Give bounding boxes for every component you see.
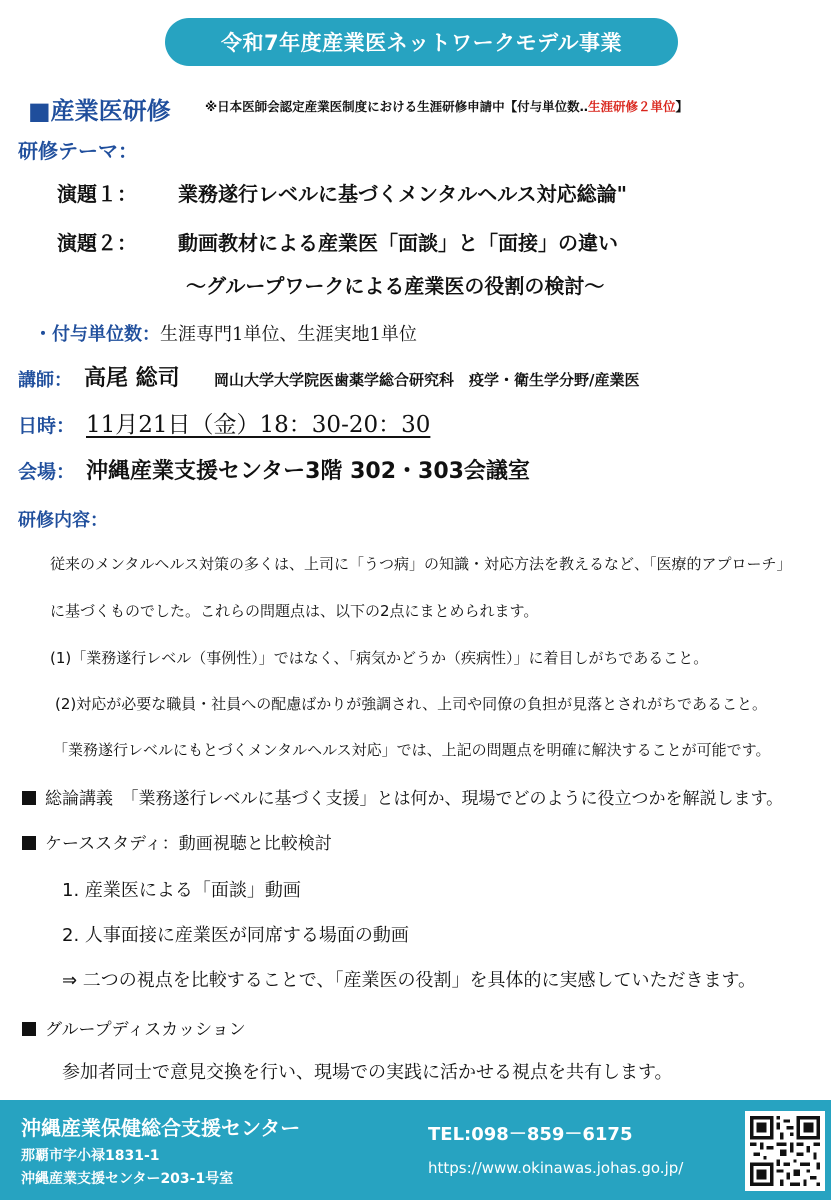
- bullet-case-study: [22, 829, 332, 854]
- talk-2-subtitle: ～グループワークによる産業医の役割の検討～: [186, 274, 605, 298]
- talk-1-title: 業務遂行レベルに基づくメンタルヘルス対応総論": [178, 182, 628, 206]
- content-paragraph: (1)「業務遂行レベル（事例性）」ではなく、「病気かどうか（疾病性）」に着目しがちであること。: [50, 649, 709, 667]
- case-item: 1. 産業医による「面談」動画: [62, 880, 301, 901]
- event-title-banner: [165, 18, 678, 66]
- credit-note-suffix: 】: [675, 99, 689, 114]
- square-bullet-icon: [22, 1022, 36, 1036]
- square-bullet-icon: [22, 836, 36, 850]
- qr-code-icon[interactable]: [745, 1111, 825, 1191]
- square-bullet-icon: [22, 791, 36, 805]
- content-paragraph: に基づくものでした。これらの問題点は、以下の2点にまとめられます。: [50, 602, 539, 620]
- case-item: ⇒ 二つの視点を比較することで、「産業医の役割」を具体的に実感していただきます。: [62, 970, 756, 991]
- footer-website-link[interactable]: https://www.okinawas.johas.go.jp/: [428, 1159, 684, 1177]
- credit-note-prefix: ※日本医師会認定産業医制度における生涯研修申請中【付与単位数‥: [205, 99, 588, 114]
- bullet-text: ケーススタディ：動画視聴と比較検討: [45, 834, 332, 854]
- talk-2-number: 演題２：: [57, 231, 137, 255]
- credits-row: [34, 320, 417, 346]
- event-title: 令和7年度産業医ネットワークモデル事業: [220, 31, 623, 55]
- datetime-value: 11月21日（金）18：30-20：30: [86, 412, 431, 438]
- talk-2-title: 動画教材による産業医「面談」と「面接」の違い: [178, 231, 618, 255]
- footer-address-line-1: 那覇市字小禄1831-1: [21, 1148, 160, 1164]
- content-paragraph: (2)対応が必要な職員・社員への配慮ばかりが強調され、上司や同僚の負担が見落とされがちであること。: [55, 695, 768, 713]
- bullet-text: グループディスカッション: [45, 1020, 246, 1040]
- lecturer-name: 高尾 総司: [84, 366, 180, 391]
- case-item: 2. 人事面接に産業医が同席する場面の動画: [62, 925, 409, 946]
- credits-value: 生涯専門1単位、生涯実地1単位: [160, 324, 417, 345]
- bullet-text: 総論講義 「業務遂行レベルに基づく支援」とは何か、現場でどのように役立つかを解説します。: [45, 789, 784, 809]
- footer-address-line-2: 沖縄産業支援センター203-1号室: [21, 1171, 234, 1187]
- footer-phone[interactable]: TEL:098－859－6175: [428, 1124, 633, 1145]
- lecturer-affiliation: 岡山大学大学院医歯薬学総合研究科 疫学・衛生学分野/産業医: [214, 371, 640, 389]
- credit-note-highlight: 生涯研修２単位: [588, 99, 676, 114]
- section-heading: ■産業医研修: [28, 97, 171, 125]
- bullet-lecture: [22, 784, 783, 809]
- lecturer-label: 講師：: [18, 370, 72, 391]
- theme-label: 研修テーマ：: [18, 139, 138, 163]
- footer-org-name: 沖縄産業保健総合支援センター: [21, 1116, 301, 1140]
- content-label: 研修内容：: [18, 510, 108, 531]
- venue-label: 会場：: [18, 461, 76, 483]
- credit-note: [205, 97, 688, 115]
- datetime-label: 日時：: [18, 415, 76, 437]
- talk-1-number: 演題１：: [57, 182, 137, 206]
- venue-value: 沖縄産業支援センター3階 302・303会議室: [86, 459, 530, 484]
- content-paragraph: 「業務遂行レベルにもとづくメンタルヘルス対応」では、上記の問題点を明確に解決することが可能です。: [53, 741, 771, 759]
- bullet-group-discussion: [22, 1015, 246, 1040]
- credits-label: ・付与単位数：: [34, 324, 160, 345]
- group-discussion-text: 参加者同士で意見交換を行い、現場での実践に活かせる視点を共有します。: [62, 1062, 673, 1083]
- footer: [0, 1100, 831, 1200]
- content-paragraph: 従来のメンタルヘルス対策の多くは、上司に「うつ病」の知識・対応方法を教えるなど、「医療的アプローチ」: [50, 555, 792, 573]
